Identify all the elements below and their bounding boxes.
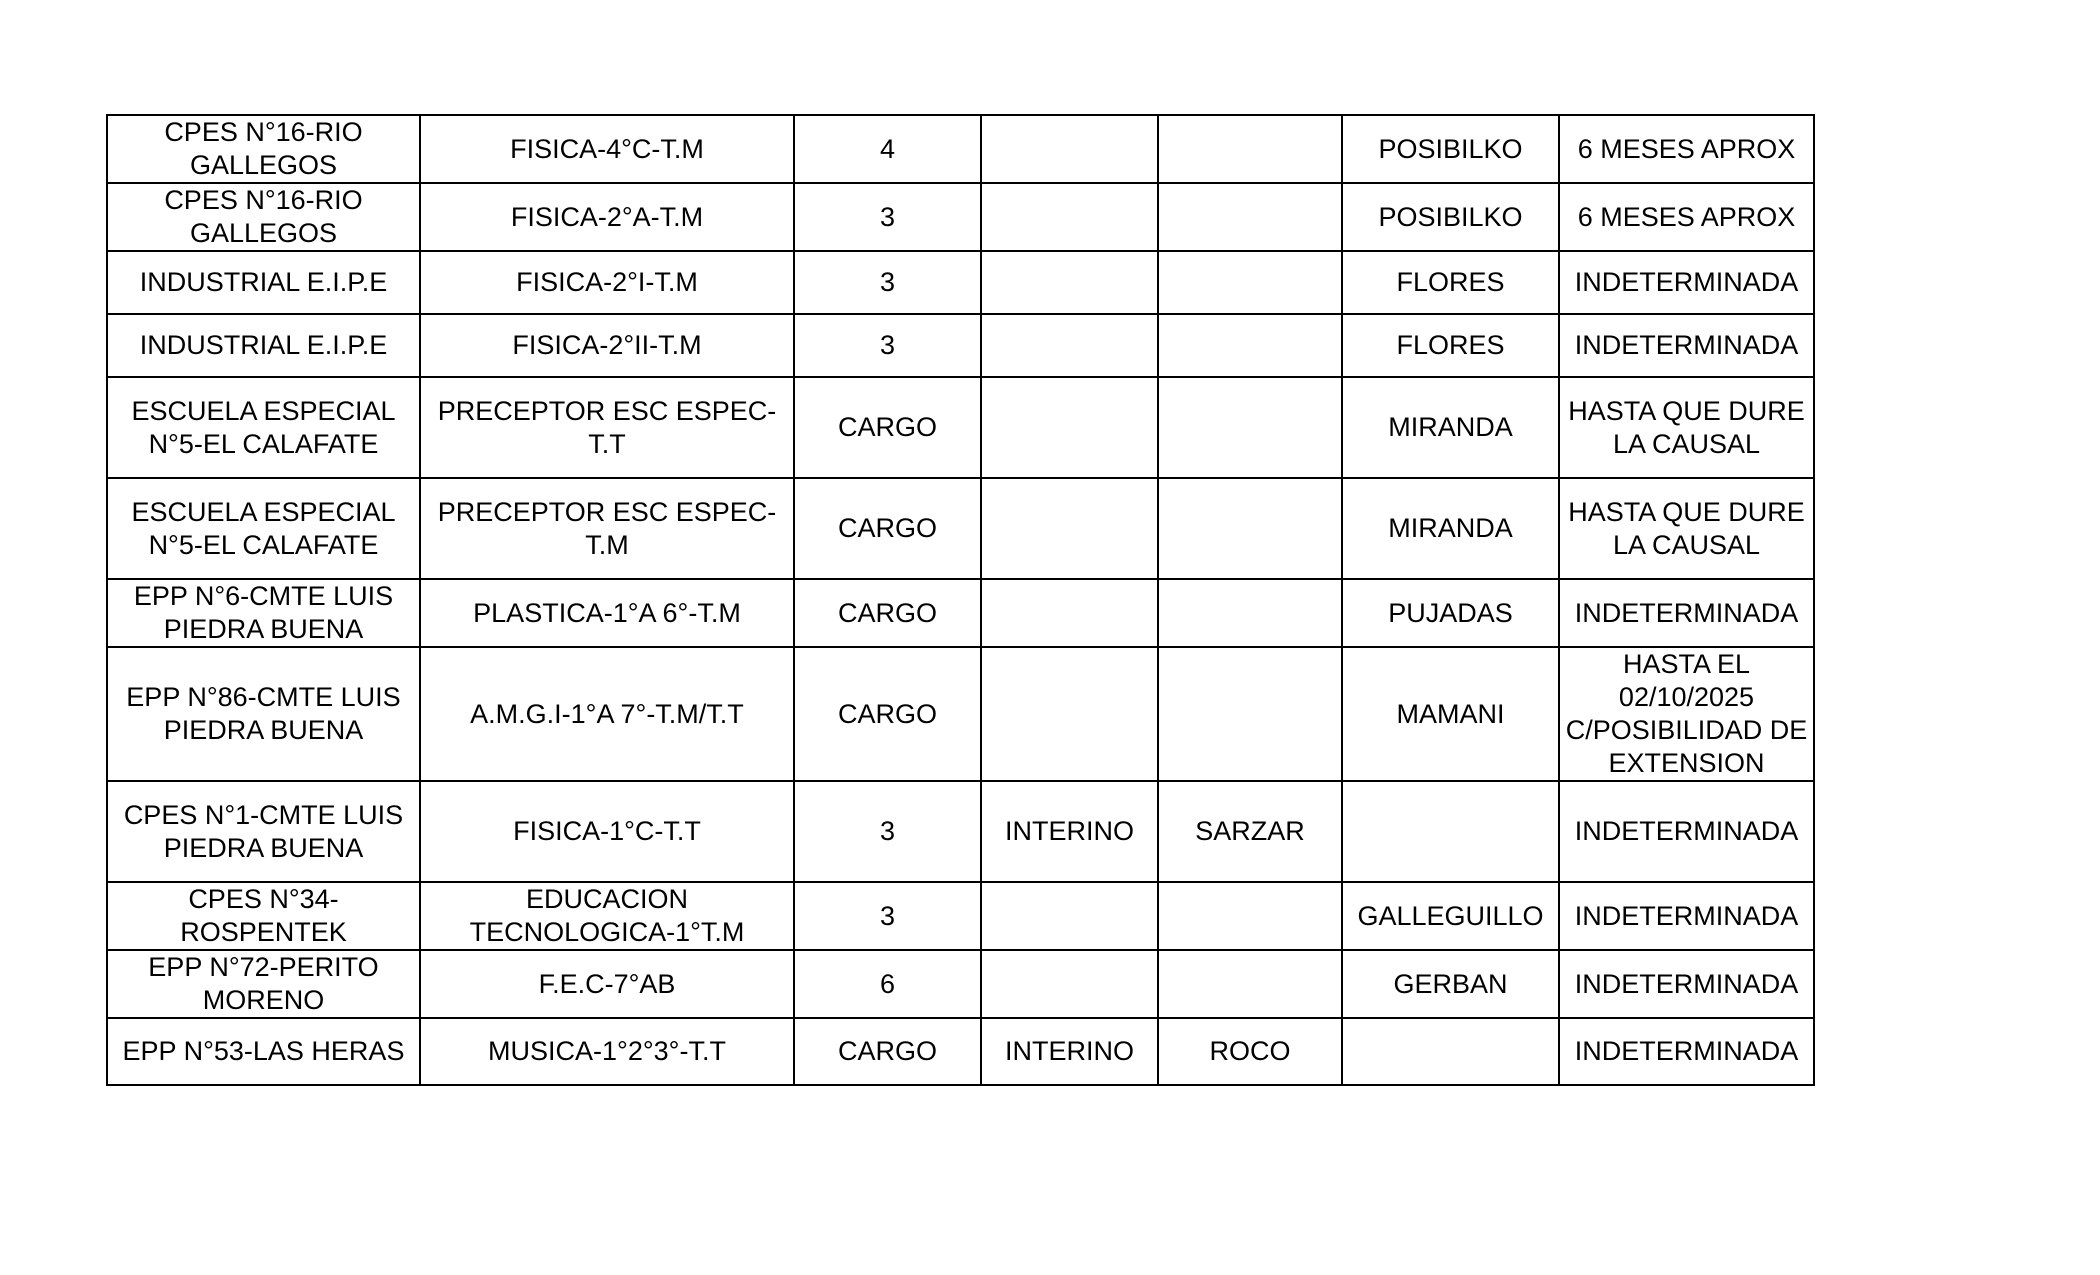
cell-text: INDUSTRIAL E.I.P.E (139, 330, 388, 360)
table-cell-subject (420, 579, 794, 647)
table-cell-hours (794, 377, 981, 478)
table-cell-status (981, 183, 1158, 251)
cell-text: INDETERMINADA (1574, 816, 1799, 846)
cell-text: PRECEPTOR ESC ESPEC- T.T (437, 395, 777, 459)
table-cell-status (981, 314, 1158, 377)
cell-text: 3 (879, 330, 896, 360)
table-cell-hours (794, 1018, 981, 1085)
cell-text: MUSICA-1°2°3°-T.T (488, 1036, 726, 1066)
table-cell-status (981, 115, 1158, 183)
table-cell-hours (794, 647, 981, 781)
table-cell-replacement (1342, 251, 1559, 314)
table-cell-status (981, 579, 1158, 647)
cell-text: INTERINO (1004, 816, 1134, 846)
table-row (107, 579, 1814, 647)
cell-text: HASTA QUE DURE LA CAUSAL (1568, 395, 1805, 459)
table-cell-holder (1158, 579, 1342, 647)
cell-text: PLASTICA-1°A 6°-T.M (473, 597, 741, 628)
cell-text: CARGO (837, 1036, 937, 1066)
cell-text: INDETERMINADA (1574, 900, 1799, 931)
cell-text: 6 MESES APROX (1577, 201, 1796, 232)
table-cell-holder (1158, 1018, 1342, 1085)
table-row (107, 1018, 1814, 1085)
table-cell-holder (1158, 377, 1342, 478)
table-cell-subject (420, 882, 794, 950)
table-cell-school (107, 115, 420, 183)
cell-text: INDETERMINADA (1574, 968, 1799, 999)
cell-text: ESCUELA ESPECIAL N°5-EL CALAFATE (131, 395, 396, 459)
cell-text: ESCUELA ESPECIAL N°5-EL CALAFATE (131, 496, 396, 560)
cell-text: CPES N°16-RIO GALLEGOS (164, 185, 363, 248)
table-cell-school (107, 314, 420, 377)
table-cell-school (107, 478, 420, 579)
cell-text: HASTA QUE DURE LA CAUSAL (1568, 496, 1805, 560)
table-cell-subject (420, 251, 794, 314)
table-cell-hours (794, 115, 981, 183)
table-cell-school (107, 377, 420, 478)
table-row (107, 115, 1814, 183)
table-row (107, 377, 1814, 478)
cell-text: EDUCACION TECNOLOGICA-1°T.M (469, 884, 745, 947)
table-cell-replacement (1342, 950, 1559, 1018)
cell-text: FISICA-2°I-T.M (516, 267, 698, 297)
cell-text: GALLEGUILLO (1357, 900, 1544, 931)
cell-text: INTERINO (1004, 1036, 1134, 1066)
cell-text: HASTA EL 02/10/2025 C/POSIBILIDAD DE EXTENSION (1565, 649, 1808, 778)
table-cell-holder (1158, 251, 1342, 314)
table-cell-status (981, 950, 1158, 1018)
cell-text: A.M.G.I-1°A 7°-T.M/T.T (470, 698, 744, 729)
table-body (107, 115, 1814, 1085)
table-cell-holder (1158, 647, 1342, 781)
cell-text: INDETERMINADA (1574, 330, 1799, 360)
table-cell-status (981, 251, 1158, 314)
table-cell-subject (420, 950, 794, 1018)
table-cell-holder (1158, 950, 1342, 1018)
table-cell-replacement (1342, 781, 1559, 882)
cell-text: CARGO (837, 412, 937, 442)
table-cell-duration (1559, 314, 1814, 377)
table-cell-hours (794, 781, 981, 882)
table-row (107, 251, 1814, 314)
table-cell-school (107, 251, 420, 314)
cell-text: FISICA-2°A-T.M (510, 201, 704, 232)
table-cell-subject (420, 377, 794, 478)
cell-text: FISICA-2°II-T.M (512, 330, 702, 360)
cell-text: ROCO (1209, 1036, 1291, 1066)
cell-text: EPP N°72-PERITO MORENO (148, 952, 379, 1015)
table-cell-hours (794, 314, 981, 377)
table-cell-replacement (1342, 115, 1559, 183)
table-cell-replacement (1342, 478, 1559, 579)
table-row (107, 882, 1814, 950)
table-cell-hours (794, 579, 981, 647)
table-cell-duration (1559, 882, 1814, 950)
table-cell-status (981, 377, 1158, 478)
table-cell-subject (420, 314, 794, 377)
table-cell-status (981, 1018, 1158, 1085)
cell-text: EPP N°53-LAS HERAS (122, 1036, 405, 1066)
table-cell-subject (420, 781, 794, 882)
cell-text: PRECEPTOR ESC ESPEC- T.M (437, 496, 777, 560)
table-cell-subject (420, 647, 794, 781)
cell-text: MAMANI (1396, 698, 1505, 729)
cell-text: 3 (879, 201, 896, 232)
cell-text: CARGO (837, 513, 937, 543)
table-cell-replacement (1342, 183, 1559, 251)
table-cell-subject (420, 478, 794, 579)
table-cell-school (107, 1018, 420, 1085)
table-row (107, 314, 1814, 377)
table-cell-duration (1559, 1018, 1814, 1085)
cell-text: INDETERMINADA (1574, 267, 1799, 297)
cell-text: F.E.C-7°AB (538, 968, 676, 999)
table-cell-replacement (1342, 882, 1559, 950)
table-cell-school (107, 882, 420, 950)
table-cell-school (107, 647, 420, 781)
table-cell-duration (1559, 781, 1814, 882)
table-cell-replacement (1342, 314, 1559, 377)
table-cell-replacement (1342, 1018, 1559, 1085)
table-cell-duration (1559, 478, 1814, 579)
table-cell-duration (1559, 183, 1814, 251)
cell-text: 6 MESES APROX (1577, 133, 1796, 164)
table-cell-holder (1158, 478, 1342, 579)
table-cell-duration (1559, 950, 1814, 1018)
table-cell-hours (794, 950, 981, 1018)
table-cell-status (981, 478, 1158, 579)
cell-text: POSIBILKO (1378, 133, 1523, 164)
table-cell-hours (794, 251, 981, 314)
cell-text: MIRANDA (1388, 412, 1513, 442)
table-cell-school (107, 579, 420, 647)
table-cell-replacement (1342, 377, 1559, 478)
cell-text: POSIBILKO (1378, 201, 1523, 232)
cell-text: FISICA-4°C-T.M (510, 133, 704, 164)
cell-text: FLORES (1396, 267, 1505, 297)
table-cell-duration (1559, 115, 1814, 183)
table-row (107, 781, 1814, 882)
table-cell-subject (420, 183, 794, 251)
table-cell-holder (1158, 115, 1342, 183)
cell-text: INDUSTRIAL E.I.P.E (139, 267, 388, 297)
table-cell-school (107, 950, 420, 1018)
table-cell-holder (1158, 781, 1342, 882)
cell-text: SARZAR (1195, 816, 1305, 846)
cell-text: 3 (879, 267, 896, 297)
table-cell-hours (794, 882, 981, 950)
cell-text: INDETERMINADA (1574, 1036, 1799, 1066)
cell-text: CARGO (837, 597, 937, 628)
cell-text: INDETERMINADA (1574, 597, 1799, 628)
table-cell-replacement (1342, 579, 1559, 647)
table-cell-duration (1559, 251, 1814, 314)
cell-text: 3 (879, 816, 896, 846)
cell-text: 3 (879, 900, 896, 931)
cell-text: 6 (879, 968, 896, 999)
table-row (107, 183, 1814, 251)
table-cell-school (107, 781, 420, 882)
cell-text: FLORES (1396, 330, 1505, 360)
table-cell-hours (794, 478, 981, 579)
table-cell-duration (1559, 647, 1814, 781)
table-cell-school (107, 183, 420, 251)
table-row (107, 950, 1814, 1018)
table-cell-duration (1559, 579, 1814, 647)
cell-text: MIRANDA (1388, 513, 1513, 543)
cell-text: PUJADAS (1388, 597, 1513, 628)
table-cell-subject (420, 115, 794, 183)
cell-text: FISICA-1°C-T.T (513, 816, 701, 846)
cell-text: CPES N°34- ROSPENTEK (180, 884, 347, 947)
table-cell-hours (794, 183, 981, 251)
table-cell-replacement (1342, 647, 1559, 781)
table-row (107, 478, 1814, 579)
table-cell-holder (1158, 882, 1342, 950)
cell-text: EPP N°86-CMTE LUIS PIEDRA BUENA (126, 682, 401, 745)
cell-text: EPP N°6-CMTE LUIS PIEDRA BUENA (133, 581, 394, 644)
cell-text: CPES N°16-RIO GALLEGOS (164, 117, 363, 180)
cell-text: GERBAN (1393, 968, 1508, 999)
cell-text: 4 (879, 133, 896, 164)
table-cell-holder (1158, 183, 1342, 251)
table-row (107, 647, 1814, 781)
table-cell-status (981, 647, 1158, 781)
cell-text: CARGO (837, 698, 937, 729)
vacancy-table (106, 114, 1815, 1086)
table-cell-duration (1559, 377, 1814, 478)
table-cell-holder (1158, 314, 1342, 377)
table-cell-status (981, 882, 1158, 950)
table-cell-status (981, 781, 1158, 882)
cell-text: CPES N°1-CMTE LUIS PIEDRA BUENA (123, 799, 404, 863)
table-cell-subject (420, 1018, 794, 1085)
